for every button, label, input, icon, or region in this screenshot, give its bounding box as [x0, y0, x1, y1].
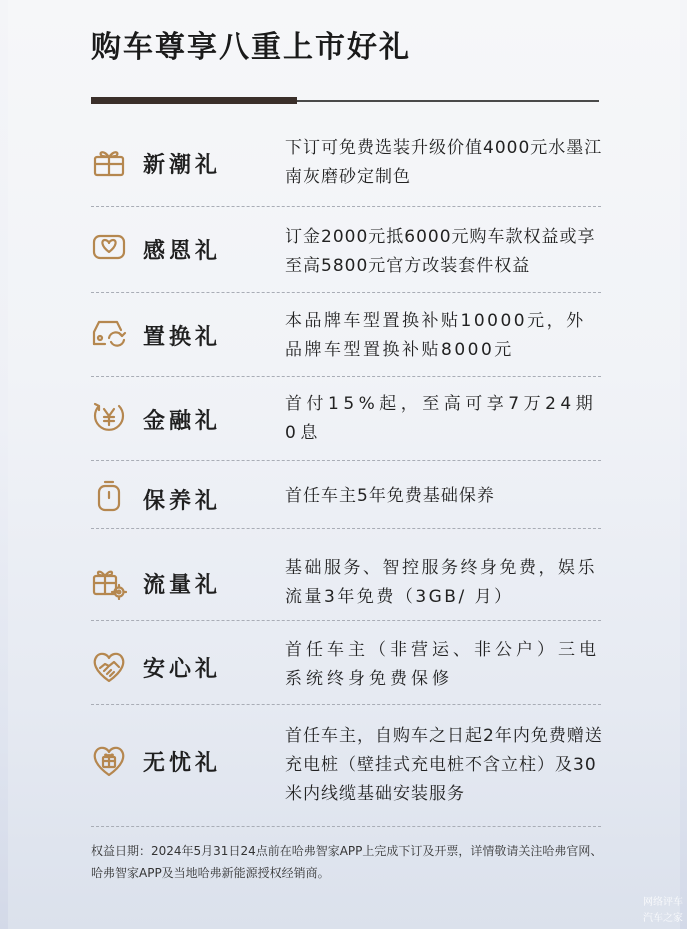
- watermark-line1: 网络评车: [643, 897, 683, 908]
- benefit-desc: 基础服务、智控服务终身免费，娱乐流量3年免费（3GB/ 月）: [285, 558, 597, 607]
- benefit-row-jinrong: [91, 394, 601, 456]
- benefit-desc: 首任车主5年免费基础保养: [285, 486, 495, 506]
- terms-footnote: 权益日期：2024年5月31日24点前在哈弗智家APP上完成下订及开票，详情敬请关注哈弗官网、哈弗智家APP及当地哈弗新能源授权经销商。: [91, 844, 603, 880]
- row-divider: [91, 206, 601, 207]
- benefit-name: 无忧礼: [143, 751, 222, 776]
- heart-envelope-icon: [91, 228, 127, 264]
- watermark-line2: 汽车之家: [643, 913, 683, 924]
- benefit-desc: 本品牌车型置换补贴10000元，外品牌车型置换补贴8000元: [285, 311, 586, 360]
- benefit-row-zhihuan: [91, 310, 601, 372]
- yen-coin-icon: [91, 398, 127, 434]
- row-divider: [91, 460, 601, 461]
- car-exchange-icon: [91, 314, 127, 350]
- benefit-name: 保养礼: [143, 489, 222, 514]
- benefit-name: 感恩礼: [143, 239, 222, 264]
- benefit-desc: 首任车主（非营运、非公户）三电系统终身免费保修: [285, 640, 600, 689]
- benefit-desc: 首任车主，自购车之日起2年内免费赠送充电桩（壁挂式充电桩不含立柱）及30米内线缆基础安装服务: [285, 726, 603, 804]
- row-divider: [91, 704, 601, 705]
- benefit-row-anxin: [91, 636, 601, 698]
- title-rule-accent: [91, 97, 297, 104]
- heart-gift-icon: [91, 742, 127, 778]
- handshake-heart-icon: [91, 648, 127, 684]
- page-title: 购车尊享八重上市好礼: [91, 30, 411, 65]
- stopwatch-icon: [91, 478, 127, 514]
- gift-gear-icon: [91, 564, 127, 600]
- benefit-row-liuliang: [91, 552, 601, 614]
- row-divider: [91, 620, 601, 621]
- row-divider: [91, 528, 601, 529]
- benefit-name: 安心礼: [143, 657, 222, 682]
- benefit-name: 金融礼: [143, 409, 222, 434]
- benefit-name: 置换礼: [143, 325, 222, 350]
- gift-icon: [91, 143, 127, 179]
- benefit-name: 流量礼: [143, 573, 222, 598]
- benefit-row-ganen: [91, 224, 601, 286]
- row-divider: [91, 826, 601, 827]
- benefit-name: 新潮礼: [143, 153, 222, 178]
- benefit-row-xinchao: [91, 138, 601, 200]
- benefit-desc: 订金2000元抵6000元购车款权益或享至高5800元官方改装套件权益: [285, 227, 596, 276]
- row-divider: [91, 376, 601, 377]
- benefit-desc: 下订可免费选装升级价值4000元水墨江南灰磨砂定制色: [285, 138, 603, 187]
- benefit-desc: 首付15%起，至高可享7万24期0息: [285, 394, 598, 443]
- benefit-row-wuyou: [91, 722, 601, 814]
- benefit-row-baoyang: [91, 478, 601, 520]
- row-divider: [91, 292, 601, 293]
